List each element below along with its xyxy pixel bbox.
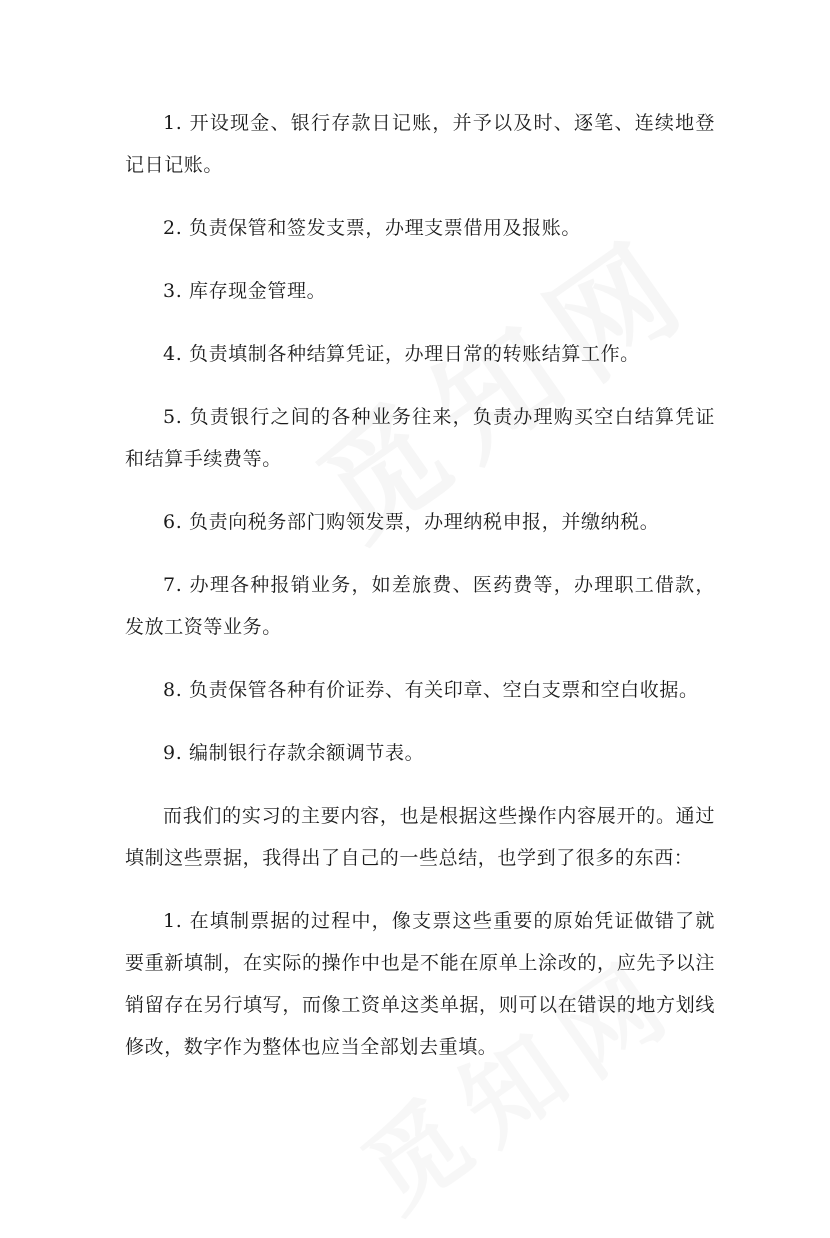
- paragraph-duty-9: 9. 编制银行存款余额调节表。: [163, 742, 425, 764]
- document-body: [125, 102, 715, 1089]
- paragraph-duty-5: 5. 负责银行之间的各种业务往来，负责办理购买空白结算凭证和结算手续费等。: [125, 406, 715, 470]
- paragraph-duty-6: 6. 负责向税务部门购领发票，办理纳税申报，并缴纳税。: [163, 511, 660, 533]
- paragraph-duty-2: 2. 负责保管和签发支票，办理支票借用及报账。: [163, 217, 581, 239]
- paragraph-duty-3: 3. 库存现金管理。: [163, 280, 327, 302]
- paragraph-duty-8: 8. 负责保管各种有价证券、有关印章、空白支票和空白收据。: [163, 679, 699, 701]
- paragraph-duty-1: 1. 开设现金、银行存款日记账，并予以及时、逐笔、连续地登记日记账。: [125, 112, 715, 176]
- paragraph-duty-7: 7. 办理各种报销业务，如差旅费、医药费等，办理职工借款，发放工资等业务。: [125, 574, 715, 638]
- paragraph-duty-4: 4. 负责填制各种结算凭证，办理日常的转账结算工作。: [163, 343, 640, 365]
- paragraph-lesson-1: 1. 在填制票据的过程中，像支票这些重要的原始凭证做错了就要重新填制，在实际的操作中也是不能在原单上涂改的，应先予以注销留存在另行填写，而像工资单这类单据，则可以在错误的地方划线修改，数字作为整体也应当全部划去重填。: [125, 910, 715, 1058]
- paragraph-summary-intro: 而我们的实习的主要内容，也是根据这些操作内容展开的。通过填制这些票据，我得出了自己的一些总结，也学到了很多的东西：: [125, 805, 715, 869]
